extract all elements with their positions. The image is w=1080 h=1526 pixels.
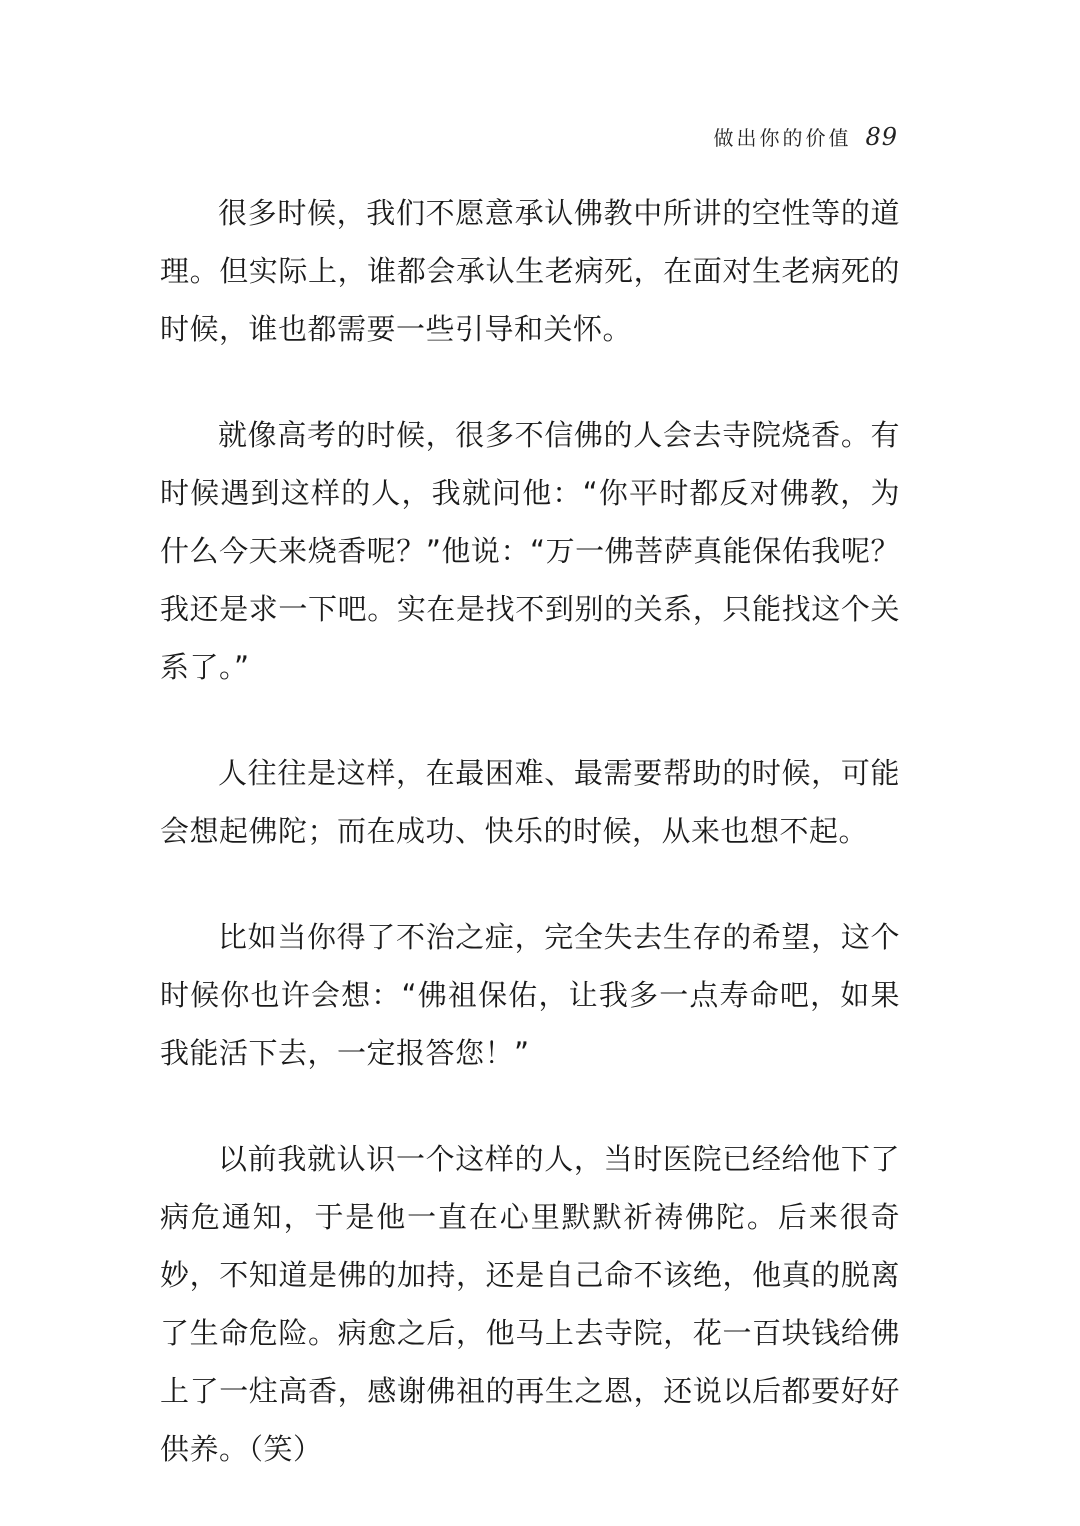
body-text bbox=[160, 184, 900, 1526]
paragraph: 很多时候，我们不愿意承认佛教中所讲的空性等的道理。但实际上，谁都会承认生老病死，在面对生老病死的时候，谁也都需要一些引导和关怀。 bbox=[160, 196, 900, 346]
chapter-title: 做出你的价值 bbox=[713, 126, 852, 150]
paragraph: 以前我就认识一个这样的人，当时医院已经给他下了病危通知，于是他一直在心里默默祈祷佛陀。后来很奇妙，不知道是佛的加持，还是自己命不该绝，他真的脱离了生命危险。病愈之后，他马上去寺院，花一百块钱给佛上了一炷高香，感谢佛祖的再生之恩，还说以后都要好好供养。（笑） bbox=[160, 1142, 900, 1466]
paragraph: 比如当你得了不治之症，完全失去生存的希望，这个时候你也许会想：“佛祖保佑，让我多一点寿命吧，如果我能活下去，一定报答您！” bbox=[160, 920, 900, 1070]
running-header bbox=[713, 122, 898, 151]
page-number: 89 bbox=[865, 123, 898, 151]
paragraph: 就像高考的时候，很多不信佛的人会去寺院烧香。有时候遇到这样的人，我就问他：“你平时都反对佛教，为什么今天来烧香呢？”他说：“万一佛菩萨真能保佑我呢？我还是求一下吧。实在是找不到别的关系，只能找这个关系了。” bbox=[160, 418, 900, 684]
paragraph: 人往往是这样，在最困难、最需要帮助的时候，可能会想起佛陀；而在成功、快乐的时候，从来也想不起。 bbox=[160, 756, 900, 848]
